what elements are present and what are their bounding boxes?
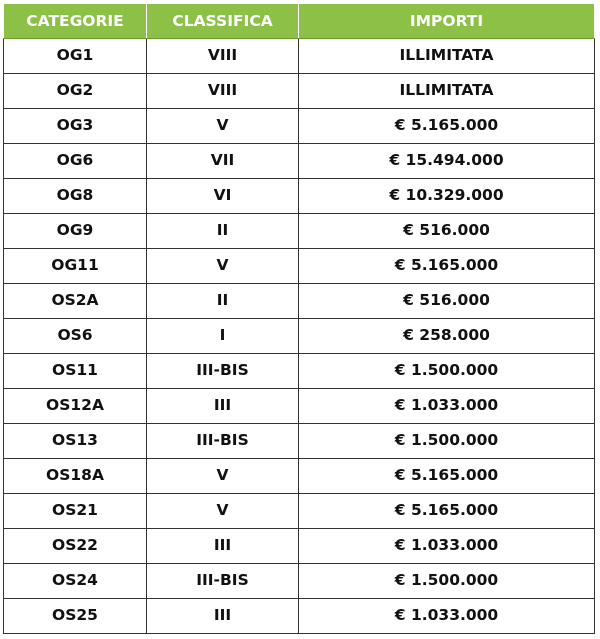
table-row: [4, 494, 595, 529]
cell-classifica: III: [147, 389, 299, 424]
cell-categoria: OG8: [4, 179, 147, 214]
cell-categoria: OS22: [4, 529, 147, 564]
cell-importo: € 258.000: [299, 319, 595, 354]
cell-categoria: OG11: [4, 249, 147, 284]
cell-categoria: OS2A: [4, 284, 147, 319]
categories-table: [3, 3, 595, 634]
cell-classifica: V: [147, 459, 299, 494]
table-row: [4, 249, 595, 284]
table-row: [4, 599, 595, 634]
table-row: [4, 39, 595, 74]
cell-importo: € 5.165.000: [299, 249, 595, 284]
table-row: [4, 214, 595, 249]
cell-classifica: VIII: [147, 39, 299, 74]
cell-categoria: OS25: [4, 599, 147, 634]
cell-importo: ILLIMITATA: [299, 39, 595, 74]
cell-categoria: OG1: [4, 39, 147, 74]
cell-classifica: III: [147, 529, 299, 564]
cell-categoria: OS11: [4, 354, 147, 389]
cell-categoria: OS18A: [4, 459, 147, 494]
cell-classifica: III-BIS: [147, 564, 299, 599]
cell-importo: € 5.165.000: [299, 494, 595, 529]
cell-importo: € 1.500.000: [299, 424, 595, 459]
cell-categoria: OS21: [4, 494, 147, 529]
table-row: [4, 144, 595, 179]
cell-classifica: I: [147, 319, 299, 354]
table-row: [4, 424, 595, 459]
table-row: [4, 109, 595, 144]
cell-classifica: VIII: [147, 74, 299, 109]
cell-classifica: III-BIS: [147, 354, 299, 389]
cell-classifica: III-BIS: [147, 424, 299, 459]
cell-classifica: VI: [147, 179, 299, 214]
cell-classifica: II: [147, 214, 299, 249]
table-row: [4, 564, 595, 599]
cell-importo: € 1.033.000: [299, 599, 595, 634]
cell-importo: € 15.494.000: [299, 144, 595, 179]
cell-importo: € 5.165.000: [299, 459, 595, 494]
cell-importo: ILLIMITATA: [299, 74, 595, 109]
header-classifica: CLASSIFICA: [147, 4, 299, 39]
table-header-row: [4, 4, 595, 39]
cell-importo: € 516.000: [299, 284, 595, 319]
table-row: [4, 179, 595, 214]
table-row: [4, 319, 595, 354]
cell-classifica: V: [147, 109, 299, 144]
cell-classifica: II: [147, 284, 299, 319]
cell-importo: € 1.033.000: [299, 389, 595, 424]
cell-categoria: OS6: [4, 319, 147, 354]
cell-importo: € 10.329.000: [299, 179, 595, 214]
cell-classifica: V: [147, 249, 299, 284]
cell-importo: € 1.500.000: [299, 354, 595, 389]
cell-classifica: III: [147, 599, 299, 634]
cell-classifica: V: [147, 494, 299, 529]
cell-importo: € 516.000: [299, 214, 595, 249]
cell-importo: € 5.165.000: [299, 109, 595, 144]
cell-categoria: OG2: [4, 74, 147, 109]
table-row: [4, 74, 595, 109]
cell-classifica: VII: [147, 144, 299, 179]
table-row: [4, 529, 595, 564]
table-row: [4, 389, 595, 424]
cell-categoria: OG6: [4, 144, 147, 179]
categories-table-container: [3, 3, 594, 634]
cell-categoria: OG9: [4, 214, 147, 249]
table-row: [4, 354, 595, 389]
table-row: [4, 284, 595, 319]
cell-categoria: OS12A: [4, 389, 147, 424]
table-row: [4, 459, 595, 494]
cell-importo: € 1.033.000: [299, 529, 595, 564]
cell-importo: € 1.500.000: [299, 564, 595, 599]
header-importi: IMPORTI: [299, 4, 595, 39]
header-categorie: CATEGORIE: [4, 4, 147, 39]
table-body: [4, 39, 595, 634]
cell-categoria: OS24: [4, 564, 147, 599]
cell-categoria: OS13: [4, 424, 147, 459]
cell-categoria: OG3: [4, 109, 147, 144]
